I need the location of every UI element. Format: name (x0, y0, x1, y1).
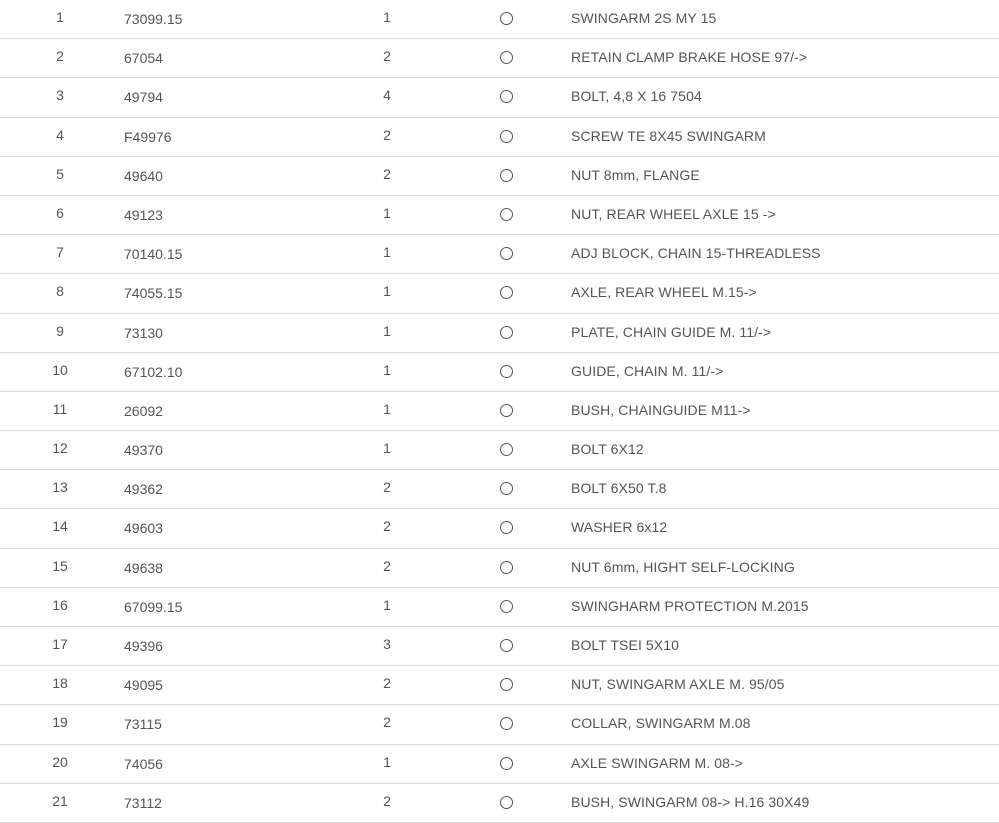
part-description: GUIDE, CHAIN M. 11/-> (571, 362, 724, 379)
part-description: NUT, REAR WHEEL AXLE 15 -> (571, 205, 776, 222)
position-number: 15 (52, 557, 68, 574)
select-cell[interactable] (500, 169, 513, 182)
position-number: 17 (52, 636, 68, 652)
select-radio[interactable] (500, 365, 513, 378)
select-radio[interactable] (500, 247, 513, 260)
select-cell[interactable] (500, 90, 513, 103)
quantity: 1 (383, 283, 391, 300)
table-row[interactable] (0, 235, 999, 274)
part-code: 26092 (124, 402, 163, 419)
select-cell[interactable] (500, 639, 513, 652)
table-row[interactable] (0, 588, 999, 627)
position-number: 5 (56, 165, 64, 182)
select-cell[interactable] (500, 12, 513, 25)
quantity: 4 (383, 87, 391, 104)
part-description: NUT, SWINGARM AXLE M. 95/05 (571, 676, 785, 693)
part-code: 49640 (124, 167, 163, 184)
part-description: BUSH, CHAINGUIDE M11-> (571, 401, 751, 418)
select-cell[interactable] (500, 404, 513, 417)
position-number: 1 (56, 9, 64, 25)
quantity: 2 (383, 792, 391, 809)
part-code: F49976 (124, 128, 172, 145)
quantity: 2 (383, 518, 391, 535)
select-radio[interactable] (500, 443, 513, 456)
part-code: 73115 (124, 716, 162, 733)
quantity: 2 (383, 479, 391, 496)
table-row[interactable] (0, 392, 999, 431)
select-cell[interactable] (500, 482, 513, 495)
select-cell[interactable] (500, 521, 513, 534)
part-description: BOLT, 4,8 X 16 7504 (571, 88, 702, 105)
table-row[interactable] (0, 470, 999, 509)
table-row[interactable] (0, 705, 999, 744)
position-number: 6 (56, 204, 64, 221)
part-description: SWINGHARM PROTECTION M.2015 (571, 597, 809, 614)
table-row[interactable] (0, 157, 999, 196)
quantity: 2 (383, 675, 391, 692)
part-code: 74055.15 (124, 285, 183, 302)
position-number: 10 (52, 361, 68, 378)
part-code: 49603 (124, 520, 163, 537)
select-radio[interactable] (500, 208, 513, 221)
position-number: 16 (52, 596, 68, 613)
part-description: BUSH, SWINGARM 08-> H.16 30X49 (571, 793, 810, 810)
part-code: 49123 (124, 206, 163, 223)
select-cell[interactable] (500, 365, 513, 378)
quantity: 2 (383, 48, 391, 65)
table-row[interactable] (0, 314, 999, 353)
part-code: 49095 (124, 677, 163, 694)
quantity: 1 (383, 244, 391, 261)
select-radio[interactable] (500, 326, 513, 339)
select-radio[interactable] (500, 717, 513, 730)
quantity: 1 (383, 361, 391, 378)
quantity: 1 (383, 9, 391, 25)
select-radio[interactable] (500, 757, 513, 770)
position-number: 9 (56, 322, 64, 339)
part-code: 49396 (124, 638, 163, 654)
select-radio[interactable] (500, 51, 513, 64)
select-cell[interactable] (500, 208, 513, 221)
position-number: 2 (56, 48, 64, 65)
select-radio[interactable] (500, 796, 513, 809)
quantity: 2 (383, 557, 391, 574)
part-code: 49370 (124, 442, 163, 459)
select-radio[interactable] (500, 482, 513, 495)
part-code: 70140.15 (124, 246, 183, 263)
part-code: 67102.10 (124, 363, 183, 380)
quantity: 1 (383, 400, 391, 417)
select-cell[interactable] (500, 247, 513, 260)
quantity: 1 (383, 204, 391, 221)
table-row[interactable] (0, 784, 999, 823)
quantity: 2 (383, 714, 391, 731)
select-cell[interactable] (500, 326, 513, 339)
select-radio[interactable] (500, 12, 513, 25)
select-cell[interactable] (500, 443, 513, 456)
position-number: 13 (52, 479, 68, 496)
table-row[interactable] (0, 39, 999, 78)
position-number: 20 (52, 753, 68, 770)
select-cell[interactable] (500, 678, 513, 691)
select-radio[interactable] (500, 678, 513, 691)
part-code: 67054 (124, 50, 163, 67)
part-code: 74056 (124, 755, 163, 772)
select-radio[interactable] (500, 404, 513, 417)
table-row[interactable] (0, 274, 999, 313)
table-row[interactable] (0, 627, 999, 666)
quantity: 1 (383, 440, 391, 457)
part-description: BOLT 6X12 (571, 441, 644, 458)
table-row[interactable] (0, 431, 999, 470)
position-number: 7 (56, 244, 64, 261)
part-description: ADJ BLOCK, CHAIN 15-THREADLESS (571, 245, 821, 262)
part-description: RETAIN CLAMP BRAKE HOSE 97/-> (571, 49, 808, 66)
part-description: COLLAR, SWINGARM M.08 (571, 715, 751, 732)
part-description: AXLE, REAR WHEEL M.15-> (571, 284, 757, 301)
part-description: BOLT TSEI 5X10 (571, 637, 680, 653)
table-row[interactable] (0, 118, 999, 157)
select-cell[interactable] (500, 561, 513, 574)
part-description: PLATE, CHAIN GUIDE M. 11/-> (571, 323, 772, 340)
select-radio[interactable] (500, 130, 513, 143)
position-number: 14 (52, 518, 68, 535)
position-number: 19 (52, 714, 68, 731)
part-code: 67099.15 (124, 598, 183, 615)
select-radio[interactable] (500, 639, 513, 652)
part-code: 73112 (124, 794, 162, 811)
select-cell[interactable] (500, 286, 513, 299)
part-description: NUT 6mm, HIGHT SELF-LOCKING (571, 558, 795, 575)
position-number: 18 (52, 675, 68, 692)
position-number: 4 (56, 126, 64, 143)
table-row[interactable] (0, 0, 999, 39)
part-description: BOLT 6X50 T.8 (571, 480, 667, 497)
table-row[interactable] (0, 78, 999, 117)
part-description: SWINGARM 2S MY 15 (571, 10, 717, 26)
select-radio[interactable] (500, 521, 513, 534)
table-row[interactable] (0, 745, 999, 784)
select-cell[interactable] (500, 600, 513, 613)
select-cell[interactable] (500, 796, 513, 809)
select-radio[interactable] (500, 169, 513, 182)
table-row[interactable] (0, 196, 999, 235)
table-row[interactable] (0, 666, 999, 705)
position-number: 21 (52, 792, 68, 809)
part-code: 49362 (124, 481, 163, 498)
part-description: AXLE SWINGARM M. 08-> (571, 754, 744, 771)
select-radio[interactable] (500, 90, 513, 103)
part-description: SCREW TE 8X45 SWINGARM (571, 127, 766, 144)
position-number: 8 (56, 283, 64, 300)
part-code: 73130 (124, 324, 163, 341)
select-radio[interactable] (500, 600, 513, 613)
part-description: WASHER 6x12 (571, 519, 668, 536)
quantity: 2 (383, 165, 391, 182)
select-cell[interactable] (500, 51, 513, 64)
position-number: 12 (52, 440, 68, 457)
quantity: 1 (383, 596, 391, 613)
position-number: 11 (52, 400, 68, 417)
select-cell[interactable] (500, 717, 513, 730)
quantity: 3 (383, 636, 391, 652)
select-radio[interactable] (500, 561, 513, 574)
part-code: 73099.15 (124, 11, 183, 27)
part-code: 49638 (124, 559, 163, 576)
quantity: 1 (383, 322, 391, 339)
quantity: 1 (383, 753, 391, 770)
select-cell[interactable] (500, 757, 513, 770)
quantity: 2 (383, 126, 391, 143)
table-row[interactable] (0, 353, 999, 392)
select-radio[interactable] (500, 286, 513, 299)
part-description: NUT 8mm, FLANGE (571, 166, 700, 183)
table-row[interactable] (0, 509, 999, 548)
position-number: 3 (56, 87, 64, 104)
select-cell[interactable] (500, 130, 513, 143)
part-code: 49794 (124, 89, 163, 106)
table-row[interactable] (0, 549, 999, 588)
